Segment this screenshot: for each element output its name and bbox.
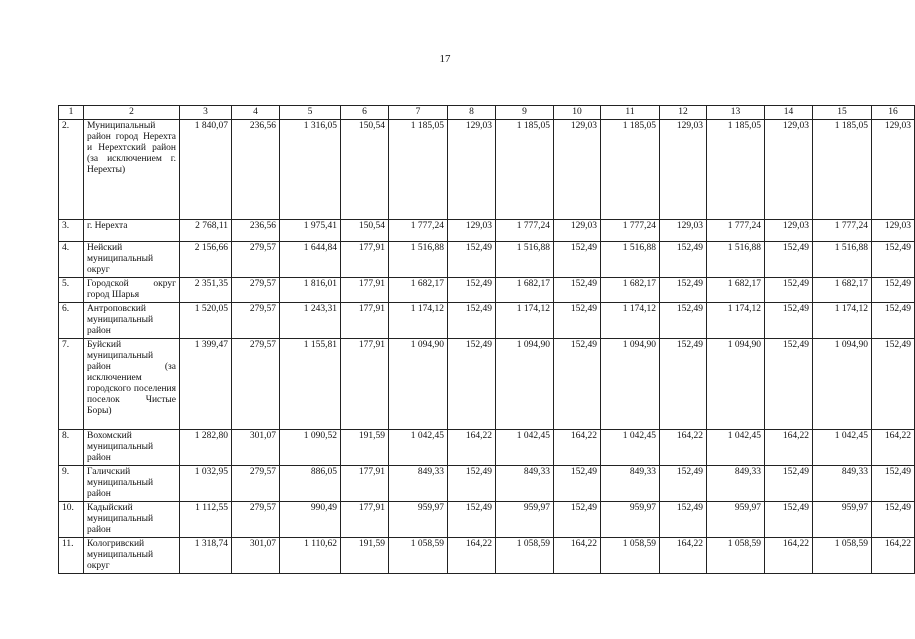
table-row [59,538,915,574]
column-header: 13 [707,106,765,120]
value-cell: 1 042,45 [707,430,765,466]
value-cell: 959,97 [813,502,872,538]
municipality-name: Городской округ город Шарья [84,278,180,303]
value-cell: 129,03 [554,220,601,242]
value-cell: 1 185,05 [601,120,660,220]
value-cell: 1 777,24 [496,220,554,242]
column-header: 9 [496,106,554,120]
value-cell: 236,56 [232,120,280,220]
value-cell: 152,49 [660,466,707,502]
value-cell: 1 520,05 [180,303,232,339]
table-header-row [59,106,915,120]
value-cell: 177,91 [341,339,389,430]
value-cell: 1 185,05 [813,120,872,220]
value-cell: 1 816,01 [280,278,341,303]
value-cell: 1 094,90 [389,339,448,430]
column-header: 8 [448,106,496,120]
value-cell: 177,91 [341,502,389,538]
value-cell: 849,33 [389,466,448,502]
row-number: 5. [59,278,84,303]
value-cell: 1 644,84 [280,242,341,278]
municipality-name: Антроповский муниципальный район [84,303,180,339]
column-header: 14 [765,106,813,120]
value-cell: 1 682,17 [813,278,872,303]
municipality-name: Кологривский муниципальный округ [84,538,180,574]
value-cell: 150,54 [341,120,389,220]
column-header: 11 [601,106,660,120]
value-cell: 849,33 [813,466,872,502]
value-cell: 164,22 [660,430,707,466]
value-cell: 1 516,88 [601,242,660,278]
value-cell: 129,03 [660,220,707,242]
value-cell: 191,59 [341,430,389,466]
tariff-table [58,105,915,574]
value-cell: 152,49 [660,339,707,430]
value-cell: 177,91 [341,278,389,303]
value-cell: 1 058,59 [707,538,765,574]
value-cell: 164,22 [872,538,915,574]
value-cell: 152,49 [872,278,915,303]
value-cell: 1 110,62 [280,538,341,574]
municipality-name: г. Нерехта [84,220,180,242]
value-cell: 1 174,12 [813,303,872,339]
row-number: 8. [59,430,84,466]
column-header: 15 [813,106,872,120]
table-body [59,106,915,574]
value-cell: 152,49 [554,466,601,502]
value-cell: 1 840,07 [180,120,232,220]
value-cell: 164,22 [448,430,496,466]
value-cell: 1 185,05 [707,120,765,220]
value-cell: 152,49 [872,303,915,339]
value-cell: 2 156,66 [180,242,232,278]
value-cell: 1 174,12 [601,303,660,339]
value-cell: 152,49 [765,242,813,278]
value-cell: 279,57 [232,242,280,278]
value-cell: 1 777,24 [707,220,765,242]
row-number: 11. [59,538,84,574]
value-cell: 152,49 [660,242,707,278]
value-cell: 959,97 [496,502,554,538]
value-cell: 279,57 [232,303,280,339]
value-cell: 152,49 [765,303,813,339]
value-cell: 164,22 [872,430,915,466]
value-cell: 152,49 [872,502,915,538]
value-cell: 1 682,17 [601,278,660,303]
value-cell: 1 058,59 [813,538,872,574]
column-header: 1 [59,106,84,120]
value-cell: 129,03 [872,220,915,242]
value-cell: 177,91 [341,466,389,502]
value-cell: 1 042,45 [496,430,554,466]
table-row [59,430,915,466]
value-cell: 1 682,17 [707,278,765,303]
value-cell: 164,22 [554,430,601,466]
value-cell: 1 174,12 [707,303,765,339]
value-cell: 177,91 [341,242,389,278]
value-cell: 152,49 [765,339,813,430]
value-cell: 152,49 [872,466,915,502]
value-cell: 1 516,88 [813,242,872,278]
column-header: 12 [660,106,707,120]
value-cell: 886,05 [280,466,341,502]
value-cell: 1 042,45 [601,430,660,466]
row-number: 2. [59,120,84,220]
value-cell: 1 058,59 [389,538,448,574]
value-cell: 129,03 [765,220,813,242]
value-cell: 1 682,17 [496,278,554,303]
value-cell: 152,49 [554,242,601,278]
value-cell: 129,03 [448,220,496,242]
value-cell: 1 185,05 [496,120,554,220]
row-number: 7. [59,339,84,430]
value-cell: 849,33 [707,466,765,502]
row-number: 9. [59,466,84,502]
municipality-name: Буйский муниципальный район (за исключением городского поселения поселок Чистые Боры) [84,339,180,430]
value-cell: 1 516,88 [496,242,554,278]
value-cell: 152,49 [554,502,601,538]
value-cell: 1 243,31 [280,303,341,339]
value-cell: 164,22 [660,538,707,574]
table-row [59,303,915,339]
value-cell: 849,33 [601,466,660,502]
value-cell: 129,03 [554,120,601,220]
value-cell: 1 174,12 [389,303,448,339]
value-cell: 279,57 [232,278,280,303]
column-header: 5 [280,106,341,120]
value-cell: 1 032,95 [180,466,232,502]
value-cell: 990,49 [280,502,341,538]
value-cell: 1 058,59 [601,538,660,574]
value-cell: 1 282,80 [180,430,232,466]
column-header: 7 [389,106,448,120]
value-cell: 1 112,55 [180,502,232,538]
value-cell: 152,49 [554,278,601,303]
value-cell: 164,22 [765,430,813,466]
value-cell: 164,22 [765,538,813,574]
value-cell: 236,56 [232,220,280,242]
value-cell: 129,03 [872,120,915,220]
value-cell: 1 399,47 [180,339,232,430]
value-cell: 959,97 [601,502,660,538]
value-cell: 1 777,24 [813,220,872,242]
value-cell: 959,97 [389,502,448,538]
value-cell: 152,49 [660,278,707,303]
value-cell: 2 351,35 [180,278,232,303]
value-cell: 1 094,90 [813,339,872,430]
value-cell: 279,57 [232,466,280,502]
value-cell: 164,22 [554,538,601,574]
value-cell: 849,33 [496,466,554,502]
value-cell: 1 094,90 [707,339,765,430]
value-cell: 1 777,24 [389,220,448,242]
municipality-name: Галичский муниципальный район [84,466,180,502]
municipality-name: Вохомский муниципальный район [84,430,180,466]
value-cell: 279,57 [232,502,280,538]
column-header: 3 [180,106,232,120]
value-cell: 1 042,45 [813,430,872,466]
value-cell: 1 975,41 [280,220,341,242]
page-number: 17 [439,53,451,65]
row-number: 10. [59,502,84,538]
value-cell: 152,49 [765,466,813,502]
value-cell: 301,07 [232,430,280,466]
value-cell: 164,22 [448,538,496,574]
value-cell: 152,49 [554,339,601,430]
value-cell: 191,59 [341,538,389,574]
value-cell: 1 094,90 [601,339,660,430]
value-cell: 129,03 [765,120,813,220]
row-number: 4. [59,242,84,278]
municipality-name: Кадыйский муниципальный район [84,502,180,538]
value-cell: 1 058,59 [496,538,554,574]
municipality-name: Муниципальный район город Нерехта и Нерехтский район (за исключением г. Нерехты) [84,120,180,220]
column-header: 2 [84,106,180,120]
value-cell: 1 316,05 [280,120,341,220]
row-number: 3. [59,220,84,242]
value-cell: 152,49 [448,242,496,278]
value-cell: 1 516,88 [389,242,448,278]
value-cell: 129,03 [660,120,707,220]
value-cell: 1 318,74 [180,538,232,574]
table-row [59,502,915,538]
value-cell: 1 155,81 [280,339,341,430]
value-cell: 1 042,45 [389,430,448,466]
value-cell: 152,49 [448,278,496,303]
value-cell: 150,54 [341,220,389,242]
table-row [59,242,915,278]
value-cell: 152,49 [448,339,496,430]
value-cell: 1 777,24 [601,220,660,242]
column-header: 16 [872,106,915,120]
value-cell: 152,49 [448,303,496,339]
value-cell: 129,03 [448,120,496,220]
value-cell: 2 768,11 [180,220,232,242]
value-cell: 1 094,90 [496,339,554,430]
value-cell: 1 516,88 [707,242,765,278]
value-cell: 1 682,17 [389,278,448,303]
municipality-name: Нейский муниципальный округ [84,242,180,278]
value-cell: 1 185,05 [389,120,448,220]
value-cell: 959,97 [707,502,765,538]
table-row [59,278,915,303]
value-cell: 177,91 [341,303,389,339]
table-row [59,120,915,220]
row-number: 6. [59,303,84,339]
table-row [59,466,915,502]
value-cell: 152,49 [554,303,601,339]
value-cell: 1 174,12 [496,303,554,339]
column-header: 10 [554,106,601,120]
value-cell: 152,49 [872,339,915,430]
value-cell: 152,49 [660,502,707,538]
column-header: 6 [341,106,389,120]
value-cell: 152,49 [765,502,813,538]
value-cell: 152,49 [872,242,915,278]
value-cell: 1 090,52 [280,430,341,466]
value-cell: 279,57 [232,339,280,430]
table-row [59,339,915,430]
value-cell: 152,49 [660,303,707,339]
table-row [59,220,915,242]
column-header: 4 [232,106,280,120]
value-cell: 152,49 [765,278,813,303]
value-cell: 301,07 [232,538,280,574]
value-cell: 152,49 [448,502,496,538]
value-cell: 152,49 [448,466,496,502]
